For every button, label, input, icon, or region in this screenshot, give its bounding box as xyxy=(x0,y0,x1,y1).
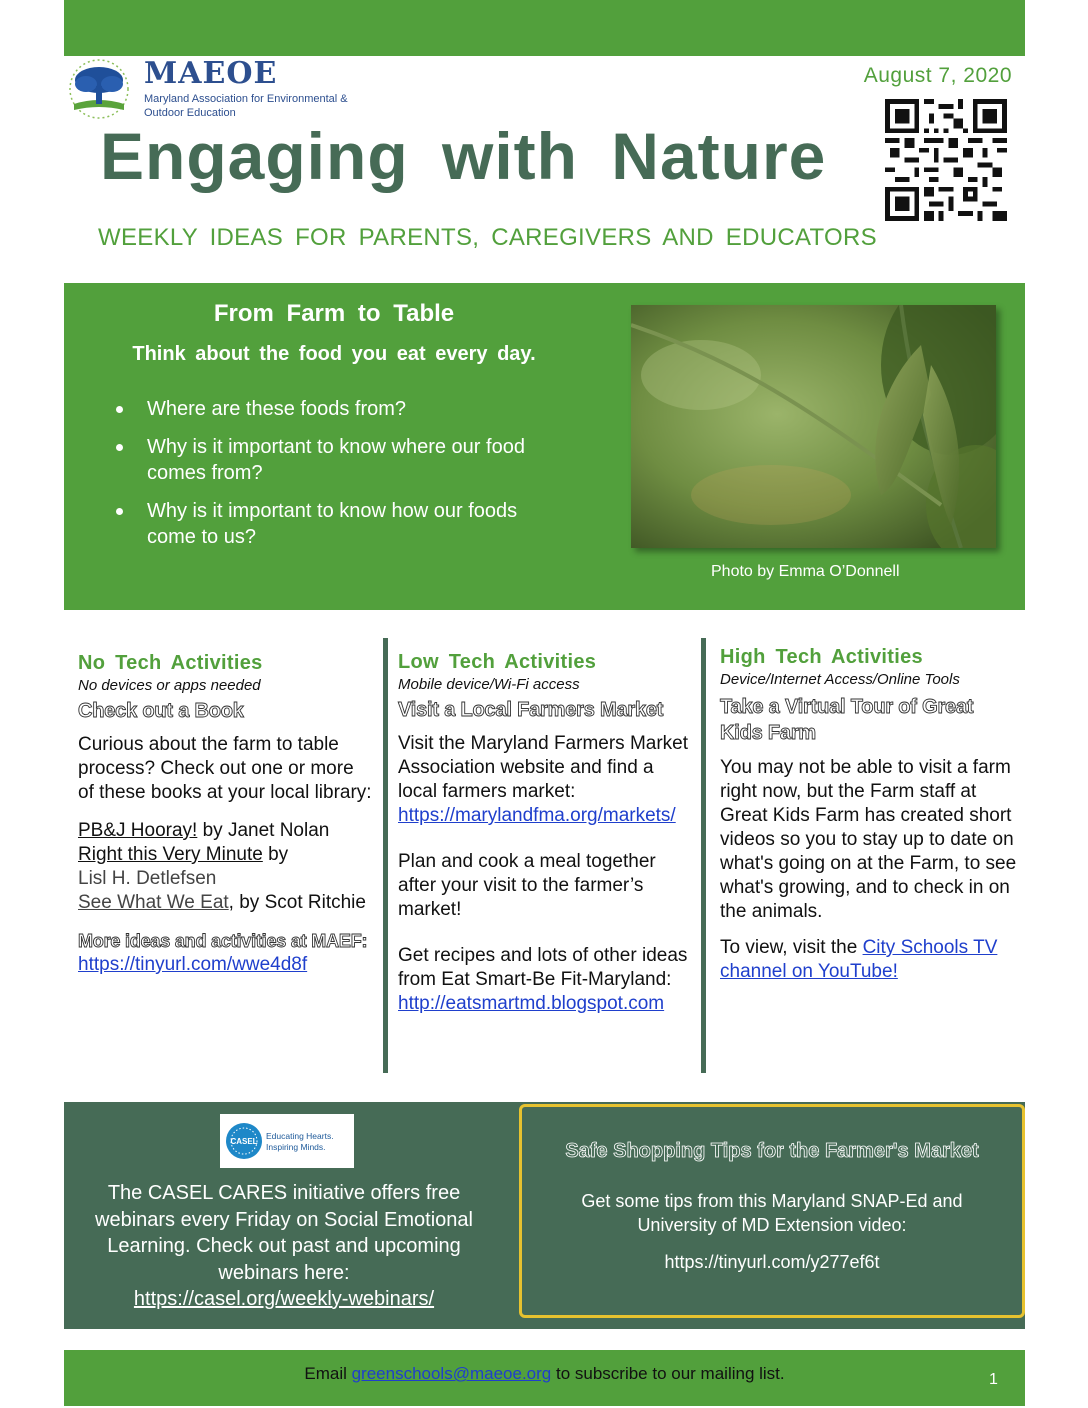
list-item xyxy=(114,396,554,422)
svg-text:Educating Hearts.: Educating Hearts. xyxy=(266,1131,334,1141)
marylandfma-link[interactable]: https://marylandfma.org/markets/ xyxy=(398,805,676,826)
issue-date: August 7, 2020 xyxy=(863,64,1012,87)
photo-credit: Photo by Emma O’Donnell xyxy=(711,563,900,580)
low-tech-paragraph-3: Get recipes and lots of other ideas from Eat Smart-Be Fit-Maryland: xyxy=(398,945,688,990)
email-link[interactable]: greenschools@maeoe.org xyxy=(351,1364,552,1383)
footer xyxy=(64,1350,1025,1406)
low-tech-activity-title: Visit a Local Farmers Market xyxy=(398,699,664,721)
high-tech-column xyxy=(701,638,1025,1073)
no-tech-intro: Curious about the farm to table process? Check out one or more of these books at your local library: xyxy=(78,734,372,803)
high-tech-subheading: Device/Internet Access/Online Tools xyxy=(720,671,960,688)
footer-suffix: to subscribe to our mailing list. xyxy=(551,1364,785,1383)
footer-prefix: Email xyxy=(304,1364,352,1383)
book-title-link[interactable]: Right this Very Minute xyxy=(78,844,263,865)
book-author: Lisl H. Detlefsen xyxy=(78,868,217,889)
tips-title: Safe Shopping Tips for the Farmer's Market xyxy=(565,1140,979,1162)
hero-question-list xyxy=(114,396,554,562)
casel-section xyxy=(64,1102,1025,1329)
tips-text: Get some tips from this Maryland SNAP-Ed and University of MD Extension video: xyxy=(581,1191,963,1235)
maef-link[interactable]: https://tinyurl.com/wwe4d8f xyxy=(78,954,308,975)
high-tech-paragraph: You may not be able to visit a farm right now, but the Farm staff at Great Kids Farm has created short videos so you to stay up to date on what's going on at the Farm, to see what's growing, and to check in on the animals. xyxy=(720,757,1017,922)
high-tech-activity-title: Take a Virtual Tour of Great Kids Farm xyxy=(720,696,974,744)
hero-title: From Farm to Table xyxy=(213,300,455,327)
casel-logo-word: CASEL xyxy=(230,1137,258,1146)
no-tech-heading: No Tech Activities xyxy=(78,652,263,674)
high-tech-heading: High Tech Activities xyxy=(720,646,923,668)
low-tech-subheading: Mobile device/Wi-Fi access xyxy=(398,676,580,693)
book-author: by Janet Nolan xyxy=(197,820,330,841)
low-tech-paragraph-2: Plan and cook a meal together after your visit to the farmer’s market! xyxy=(398,851,656,920)
bullet-icon xyxy=(116,508,123,515)
top-band xyxy=(64,0,1025,56)
eatsmart-link[interactable]: http://eatsmartmd.blogspot.com xyxy=(398,993,665,1014)
bullet-icon xyxy=(116,444,123,451)
book-title-link[interactable]: PB&J Hooray! xyxy=(78,820,198,841)
soybean-photo xyxy=(631,305,996,548)
list-item-text: Where are these foods from? xyxy=(147,398,407,420)
footer-subscribe-text xyxy=(64,1364,1025,1384)
youtube-channel-link[interactable]: City Schools TV channel on YouTube! xyxy=(720,937,998,982)
bullet-icon xyxy=(116,406,123,413)
low-tech-column xyxy=(383,638,701,1073)
book-author: , by Scot Ritchie xyxy=(228,892,366,913)
no-tech-activity-title: Check out a Book xyxy=(78,700,244,722)
qr-code-icon[interactable] xyxy=(885,99,1007,221)
list-item xyxy=(114,434,554,486)
no-tech-subheading: No devices or apps needed xyxy=(78,677,261,694)
casel-description xyxy=(76,1180,492,1313)
casel-logo xyxy=(220,1114,354,1168)
logo-acronym: MAEOE xyxy=(144,56,278,91)
tree-icon xyxy=(66,58,132,120)
more-ideas-label: More ideas and activities at MAEF: xyxy=(78,931,368,951)
book-list xyxy=(78,819,373,915)
hero-section xyxy=(64,283,1025,610)
book-title-link[interactable]: See What We Eat xyxy=(78,892,229,913)
maeoe-logo xyxy=(66,56,396,120)
svg-text:Inspiring Minds.: Inspiring Minds. xyxy=(266,1142,326,1152)
view-prefix: To view, visit the xyxy=(720,937,863,958)
list-item-text: Why is it important to know how our foods come to us? xyxy=(147,500,518,548)
page-number: 1 xyxy=(989,1371,998,1388)
book-author-by: by xyxy=(262,844,289,865)
safe-shopping-tips-box xyxy=(519,1104,1025,1318)
logo-org-name: Maryland Association for Environmental & Outdoor Education xyxy=(144,93,348,119)
casel-webinars-link[interactable]: https://casel.org/weekly-webinars/ xyxy=(133,1288,435,1310)
casel-text: The CASEL CARES initiative offers free webinars every Friday on Social Emotional Learning. Check out past and upcoming webinars here: xyxy=(95,1182,473,1284)
low-tech-heading: Low Tech Activities xyxy=(398,651,597,673)
hero-question: Think about the food you eat every day. xyxy=(132,343,536,365)
list-item-text: Why is it important to know where our food comes from? xyxy=(147,436,525,484)
page-title: Engaging with Nature xyxy=(100,119,827,193)
list-item xyxy=(114,498,554,550)
page-subtitle: WEEKLY IDEAS FOR PARENTS, CAREGIVERS AND EDUCATORS xyxy=(98,224,877,251)
no-tech-column xyxy=(64,638,382,1073)
tips-video-link[interactable]: https://tinyurl.com/y277ef6t xyxy=(664,1252,880,1272)
low-tech-paragraph-1: Visit the Maryland Farmers Market Association website and find a local farmers market: xyxy=(398,733,689,802)
